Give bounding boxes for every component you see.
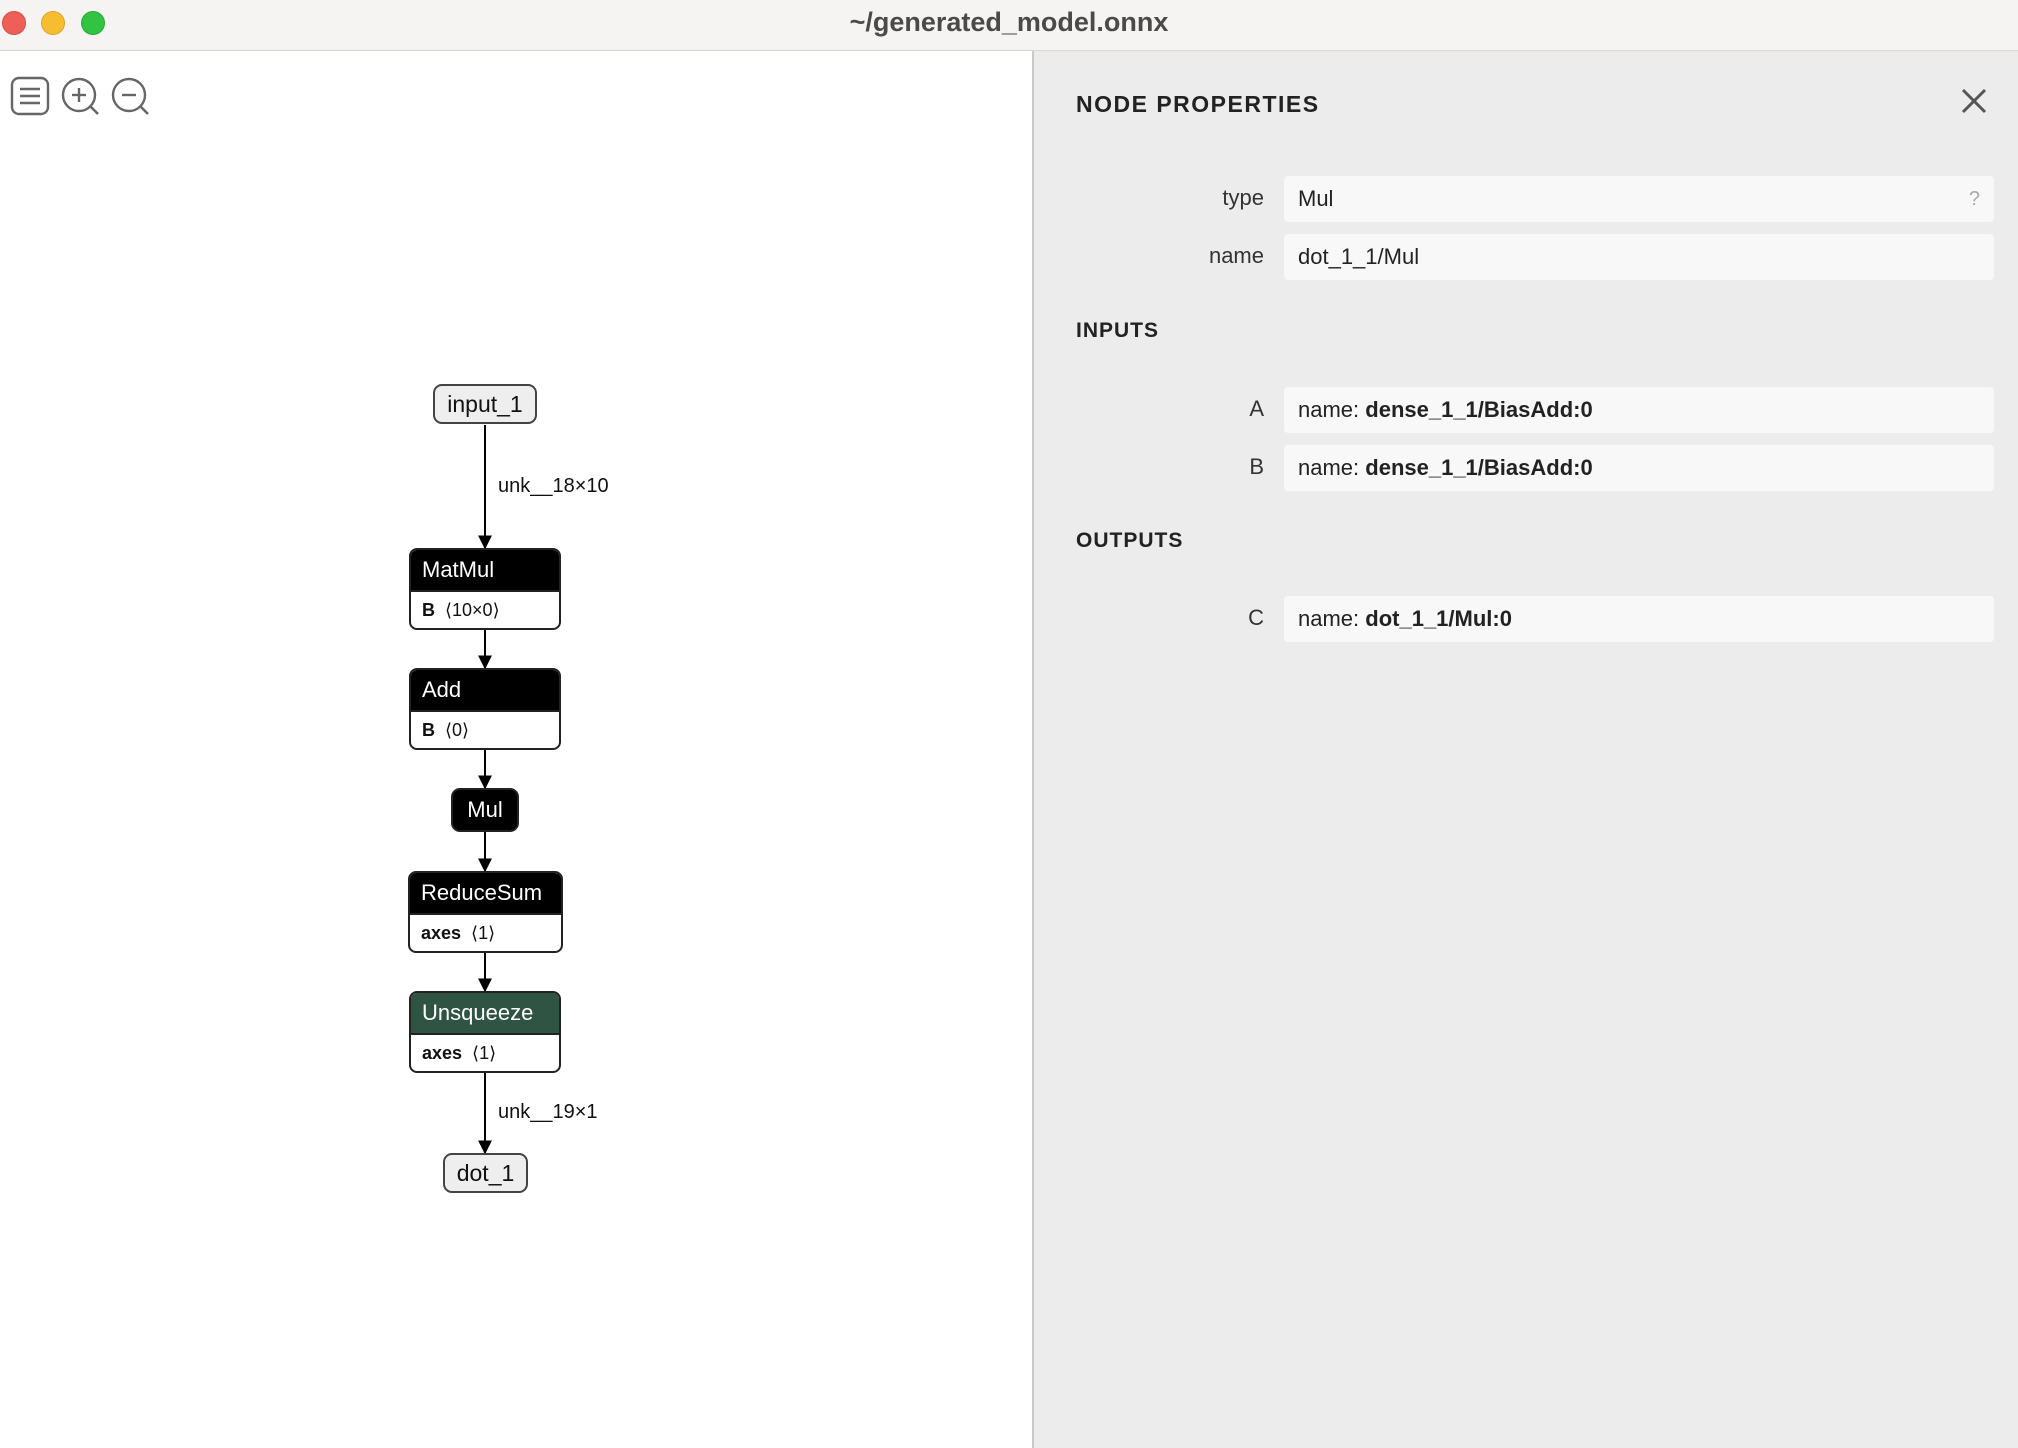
attribute-name: axes: [421, 923, 462, 943]
reducesum-node-attribute: [410, 913, 561, 951]
attribute-value: ⟨0⟩: [445, 720, 470, 740]
unsqueeze-node-title: Unsqueeze: [411, 993, 559, 1033]
input-b-label: B: [1249, 454, 1264, 479]
add-node-attribute: [411, 710, 559, 748]
unsqueeze-node-attribute: [411, 1033, 559, 1071]
window-title: ~/generated_model.onnx: [849, 7, 1169, 37]
property-name-label: name: [1208, 243, 1264, 268]
add-node[interactable]: [409, 668, 561, 750]
matmul-node[interactable]: [409, 548, 561, 630]
property-type-label: type: [1222, 185, 1264, 210]
attribute-value: ⟨10×0⟩: [445, 600, 500, 620]
input-b-name: dense_1_1/BiasAdd:0: [1365, 455, 1593, 480]
close-icon: [1957, 84, 1991, 118]
output-c-name: dot_1_1/Mul:0: [1365, 606, 1512, 631]
panel-close-button[interactable]: [1957, 84, 1991, 118]
input-b-value[interactable]: [1284, 445, 1994, 491]
attribute-name: axes: [422, 1043, 463, 1063]
matmul-node-title: MatMul: [411, 550, 559, 590]
property-type-text: Mul: [1298, 186, 1334, 211]
panel-title: NODE PROPERTIES: [1076, 91, 1320, 117]
graph-canvas[interactable]: [0, 51, 1032, 1448]
attribute-name: B: [422, 720, 435, 740]
help-icon[interactable]: ?: [1968, 188, 1980, 210]
title-bar: [0, 0, 2018, 51]
attribute-name: B: [422, 600, 435, 620]
input-a-prefix: name:: [1298, 397, 1366, 422]
output-c-prefix: name:: [1298, 606, 1366, 631]
unsqueeze-node[interactable]: [409, 991, 561, 1073]
reducesum-node-title: ReduceSum: [410, 873, 561, 913]
edge-label-output: unk__19×1: [498, 1101, 598, 1123]
input-b-prefix: name:: [1298, 455, 1366, 480]
node-properties-panel: [1032, 51, 2018, 1448]
output-c-value[interactable]: [1284, 596, 1994, 642]
graph-input-node[interactable]: input_1: [433, 384, 537, 424]
input-a-label: A: [1249, 396, 1264, 421]
outputs-section-title: OUTPUTS: [1076, 529, 1184, 552]
output-c-label: C: [1248, 605, 1264, 630]
input-a-name: dense_1_1/BiasAdd:0: [1365, 397, 1593, 422]
graph-output-node[interactable]: dot_1: [443, 1153, 528, 1193]
inputs-section-title: INPUTS: [1076, 319, 1160, 342]
add-node-title: Add: [411, 670, 559, 710]
property-name-value[interactable]: dot_1_1/Mul: [1284, 234, 1994, 280]
edge-label-input: unk__18×10: [498, 475, 609, 497]
attribute-value: ⟨1⟩: [472, 1043, 497, 1063]
reducesum-node[interactable]: [408, 871, 563, 953]
property-type-value[interactable]: [1284, 176, 1994, 222]
input-a-value[interactable]: [1284, 387, 1994, 433]
matmul-node-attribute: [411, 590, 559, 628]
mul-node[interactable]: Mul: [451, 788, 519, 832]
attribute-value: ⟨1⟩: [471, 923, 496, 943]
